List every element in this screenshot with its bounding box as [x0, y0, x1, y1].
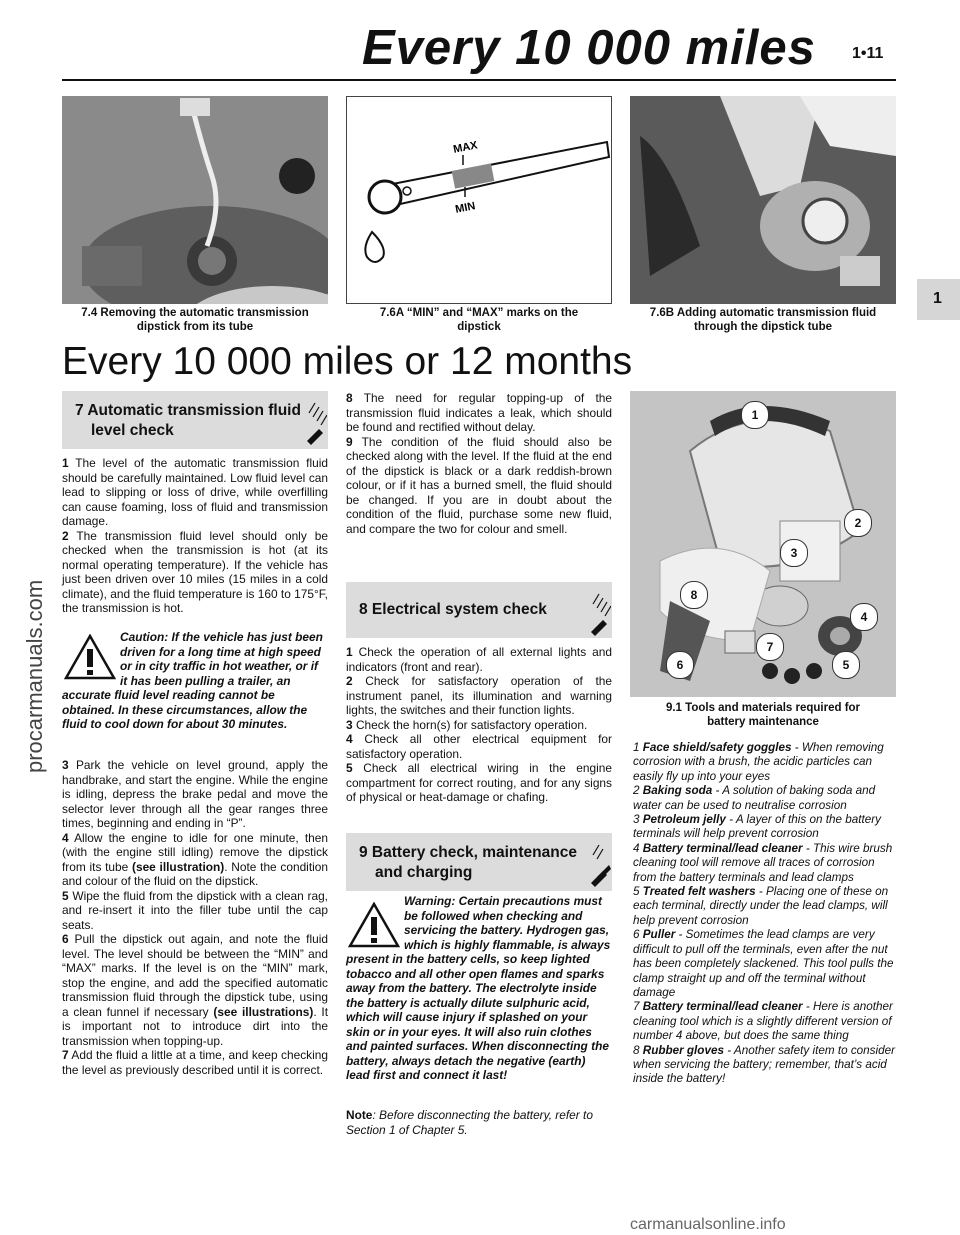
key-item [633, 1000, 895, 1043]
photo-battery-tools [630, 391, 896, 697]
para-text: Park the vehicle on level ground, apply the handbrake, and start the engine. While the engine is idling, depress the brake pedal and move the selector lever through all the gear ranges three times, beginning and ending in “P”. [62, 758, 328, 830]
para-num: 8 [346, 391, 353, 405]
key-desc: - A solution of baking soda and water can be used to neutralise corrosion [633, 784, 876, 812]
para-num: 5 [62, 888, 69, 903]
max-mark-label: MAX [452, 139, 479, 156]
illustration-ref: (see illustration) [132, 859, 225, 874]
difficulty-spanner-icon [305, 395, 327, 445]
min-mark-label: MIN [454, 200, 477, 216]
section-7-title-l1: 7 Automatic transmission fluid [75, 402, 301, 419]
section-8-body [346, 645, 612, 805]
callout-4: 4 [850, 603, 878, 631]
caption-line: 9.1 Tools and materials required for [665, 702, 861, 714]
para-num: 6 [62, 932, 69, 946]
caption-7-6b [630, 306, 896, 334]
section-7-body-a [62, 456, 328, 616]
key-num: 3 [633, 813, 640, 827]
para-text: Check the horn(s) for satisfactory operation. [355, 717, 588, 732]
key-name: Treated felt washers [642, 885, 756, 899]
battery-note [346, 1108, 612, 1137]
para-text: Check for satisfactory operation of the instrument panel, its illumination and warning lights, the switches and their function lights. [346, 674, 612, 717]
footer-watermark: carmanualsonline.info [630, 1216, 786, 1233]
key-desc: - This wire brush cleaning tool will remove all traces of corrosion from the battery terminals and lead clamps [633, 841, 893, 884]
chapter-tab [917, 279, 960, 320]
para-num: 9 [346, 434, 353, 449]
caption-line: dipstick from its tube [136, 321, 254, 333]
key-item [633, 813, 895, 842]
key-name: Rubber gloves [642, 1043, 724, 1057]
illustration-ref: (see illustrations) [213, 1004, 314, 1019]
header-rule [62, 79, 896, 81]
key-desc: - Here is another cleaning tool which is a slightly different version of number 4 above, but does the same thing [633, 1000, 893, 1043]
callout-8: 8 [680, 581, 708, 609]
callout-6: 6 [666, 651, 694, 679]
key-desc: - Placing one of these on each terminal, directly under the lead clamps, will help prevent corrosion [633, 885, 889, 927]
key-name: Face shield/safety goggles [642, 741, 792, 754]
section-7-body-b [62, 758, 328, 1077]
para-text: Check all other electrical equipment for satisfactory operation. [346, 732, 612, 761]
para-num: 1 [62, 456, 69, 470]
photo-adding-fluid [630, 96, 896, 304]
para-text: The condition of the fluid should also be checked along with the level. If the fluid at the end of the dipstick is black or a dark reddish-brown colour, or if it has a burned smell, the fluid should be changed. If you are in doubt about the condition of the fluid, purchase some new fluid, and compare the two for colour and smell. [346, 434, 612, 536]
key-num: 6 [633, 928, 640, 942]
page-header-title: Every 10 000 miles [362, 21, 816, 75]
para-text: . It is important not to introduce dirt into the transmission when topping-up. [62, 1004, 329, 1048]
caption-line: dipstick [457, 321, 501, 333]
para-text: The level of the automatic transmission fluid should be carefully maintained. Low fluid level can lead to slipping or loss of drive, while overfilling can cause foaming, loss of fluid and transmission damage. [62, 456, 328, 528]
photo-dipstick-removal-image [62, 96, 328, 304]
para-text: Pull the dipstick out again, and note the fluid level. The level should be between the “MIN” and “MAX” marks. If the level is on the “MIN” mark, stop the engine, and add the specified automatic transmission fluid through the dipstick tube, using a clean funnel if necessary [62, 932, 328, 1019]
section-8-title: 8 Electrical system check [359, 601, 547, 618]
caption-9-1 [630, 701, 896, 729]
warning-body: Warning: Certain precautions must be followed when checking and servicing the battery. Hydrogen gas, which is highly flammable, is always present in the battery cells, so keep lighted tobacco and all other open flames and sparks away from the battery. The electrolyte inside the battery is actually dilute sulphuric acid, which will cause injury if splashed on your skin or in your eyes. It will also ruin clothes and painted surfaces. When disconnecting the battery, always detach the negative (earth) lead first and connect it last! [346, 894, 611, 1082]
key-name: Battery terminal/lead cleaner [642, 1000, 803, 1014]
para-text: The need for regular topping-up of the transmission fluid indicates a leak, which should be found and rectified without delay. [346, 391, 612, 434]
battery-tools-key [633, 741, 895, 1087]
para-num: 7 [62, 1048, 69, 1062]
para-num: 1 [346, 645, 353, 659]
dipstick-diagram [347, 97, 611, 303]
para-text: Check the operation of all external lights and indicators (front and rear). [346, 645, 612, 674]
caption-line: battery maintenance [707, 716, 819, 728]
warning-float [346, 894, 404, 952]
caution-float [62, 630, 120, 688]
photo-dipstick-removal [62, 96, 328, 304]
key-desc: - When removing corrosion with a brush, the acidic particles can easily fly up into your eyes [633, 741, 884, 783]
page-number: 1•11 [852, 45, 884, 62]
caption-7-4 [62, 306, 328, 334]
para-text: The transmission fluid level should only be checked when the transmission is hot (at its normal operating temperature). If the vehicle has just been driven over 10 miles (15 miles in a cold climate), and the fluid temperature is 160 to 175°F, the transmission is hot. [62, 528, 328, 615]
key-name: Petroleum jelly [642, 813, 726, 827]
side-watermark: procarmanuals.com [22, 579, 47, 773]
key-item [633, 928, 895, 1000]
para-num: 3 [62, 758, 69, 772]
caption-line: through the dipstick tube [694, 321, 832, 333]
section-7-heading [62, 391, 328, 449]
callout-5: 5 [832, 651, 860, 679]
key-item [633, 1044, 895, 1087]
key-num: 7 [633, 1000, 640, 1014]
section-9-title-l1: 9 Battery check, maintenance [359, 844, 577, 861]
key-num: 5 [633, 885, 640, 899]
para-num: 2 [346, 674, 353, 688]
key-item [633, 842, 895, 885]
key-num: 2 [633, 784, 640, 798]
para-text: Check all electrical wiring in the engine compartment for correct routing, and for any signs of physical or heat-damage or chafing. [346, 761, 612, 804]
para-num: 4 [346, 732, 353, 746]
key-desc: - Another safety item to consider when servicing the battery; remember, that’s acid inside the battery! [633, 1043, 896, 1086]
callout-1: 1 [741, 401, 769, 429]
para-text: Add the fluid a little at a time, and keep checking the level as previously described until it is correct. [62, 1048, 328, 1077]
callout-3: 3 [780, 539, 808, 567]
section-7-title-l2: level check [91, 422, 174, 439]
section-7-body-c [346, 391, 612, 536]
para-text: . Note the condition and colour of the fluid on the dipstick. [62, 859, 328, 888]
key-num: 4 [633, 841, 640, 855]
key-desc: - A layer of this on the battery terminals will help prevent corrosion [633, 813, 881, 841]
para-text: Allow the engine to idle for one minute, then (with the engine still idling) remove the dipstick from its tube [62, 830, 328, 874]
section-8-heading [346, 582, 612, 638]
difficulty-spanner-icon [589, 586, 611, 636]
key-num: 8 [633, 1043, 640, 1057]
caption-7-6a [346, 306, 612, 334]
key-num: 1 [633, 741, 640, 754]
caution-body: Caution: If the vehicle has just been driven for a long time at high speed or in city traffic in hot weather, or if it has been pulling a trailer, an accurate fluid level reading cannot be obtained. In these circumstances, allow the fluid to cool down for about 30 minutes. [62, 630, 323, 731]
photo-adding-fluid-image [630, 96, 896, 304]
warning-text [346, 894, 612, 1083]
callout-2: 2 [844, 509, 872, 537]
section-main-heading: Every 10 000 miles or 12 months [62, 340, 633, 383]
section-9-title-l2: and charging [375, 864, 473, 881]
key-name: Baking soda [642, 784, 713, 798]
difficulty-spanner-icon [589, 837, 611, 887]
key-item [633, 885, 895, 928]
section-9-heading [346, 833, 612, 891]
key-desc: - Sometimes the lead clamps are very difficult to pull off the terminals, even after the nut has been completely slackened. This tool pulls the clamp straight up and off the terminal without damage [633, 928, 894, 999]
key-name: Puller [642, 928, 676, 942]
para-num: 4 [62, 830, 69, 845]
diagram-dipstick-marks [346, 96, 612, 304]
para-num: 3 [346, 717, 353, 732]
caption-line: 7.6B Adding automatic transmission fluid [649, 307, 877, 319]
para-num: 5 [346, 761, 353, 775]
caption-line: 7.6A “MIN” and “MAX” marks on the [379, 307, 579, 319]
para-num: 2 [62, 528, 69, 543]
caption-line: 7.4 Removing the automatic transmission [81, 307, 309, 319]
caution-text [62, 630, 328, 732]
chapter-tab-number: 1 [933, 290, 942, 307]
para-text: Wipe the fluid from the dipstick with a clean rag, and re-insert it into the filler tube until the cap seats. [62, 888, 328, 932]
note-text: : Before disconnecting the battery, refer to Section 1 of Chapter 5. [346, 1108, 593, 1137]
key-item [633, 784, 895, 813]
callout-7: 7 [756, 633, 784, 661]
key-item [633, 741, 895, 784]
note-label: Note [346, 1108, 373, 1122]
key-name: Battery terminal/lead cleaner [642, 841, 803, 855]
